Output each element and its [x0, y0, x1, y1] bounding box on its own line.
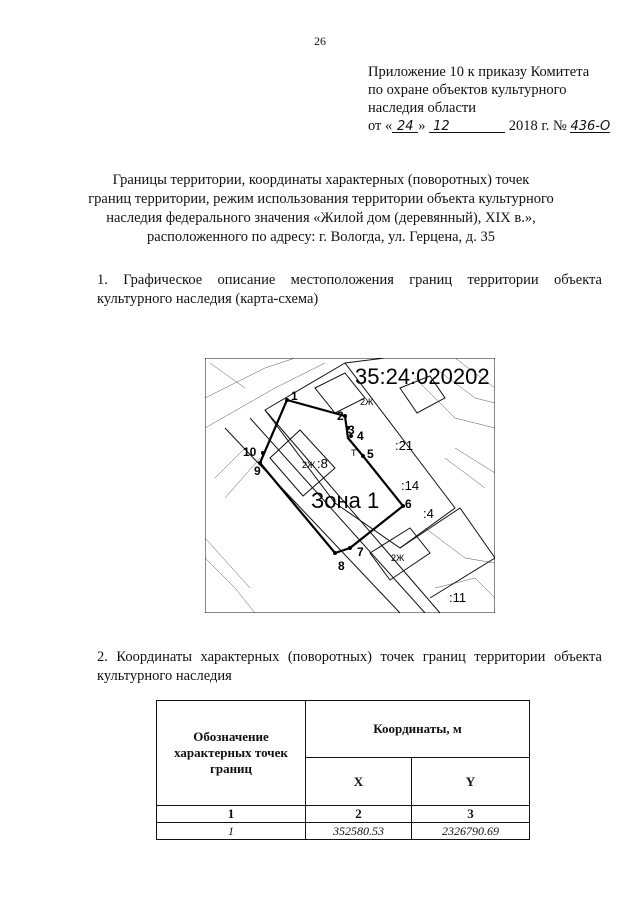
building-label-3: 2Ж: [360, 397, 374, 407]
section-1-heading: 1. Графическое описание местоположения границ территории объекта культурного наследия (карта-схема): [97, 272, 602, 307]
year-text: 2018 г. №: [508, 118, 567, 134]
header-x: X: [306, 758, 412, 806]
point-label-3: 3: [348, 423, 355, 437]
header-designation: Обозначение характерных точек границ: [157, 701, 306, 806]
point-label-1: 1: [291, 389, 298, 403]
parcel-label-11: :11: [449, 590, 467, 605]
boundary-point-10: [261, 451, 265, 455]
appendix-line-2: по охране объектов культурного: [368, 82, 567, 98]
title-line-4: расположенного по адресу: г. Вологда, ул. Герцена, д. 35: [147, 229, 495, 245]
section-2-heading: 2. Координаты характерных (поворотных) точек границ территории объекта культурного наследия: [97, 649, 602, 684]
document-title: [80, 171, 562, 247]
column-number-1: 1: [157, 806, 306, 823]
point-label-8: 8: [338, 559, 345, 573]
point-label-5: 5: [367, 447, 374, 461]
month-handwritten: 12: [429, 118, 505, 133]
parcel-label-21: :21: [395, 438, 414, 453]
coordinates-table: [156, 700, 530, 840]
appendix-header: [368, 63, 628, 135]
header-y: Y: [411, 758, 529, 806]
boundary-point-5: [361, 454, 365, 458]
appendix-line-3: наследия области: [368, 100, 477, 116]
cadastral-block-number: 35:24:020202: [355, 364, 490, 389]
point-label-7: 7: [357, 545, 364, 559]
boundary-point-7: [348, 546, 352, 550]
title-line-2: границ территории, режим использования территории объекта культурного: [88, 191, 554, 207]
zone-label: Зона 1: [311, 488, 380, 513]
parcel-label-14: :14: [401, 478, 420, 493]
point-label-9: 9: [254, 464, 261, 478]
title-line-1: Границы территории, координаты характерных (поворотных) точек: [112, 172, 530, 188]
parcel-label-8: :8: [317, 456, 328, 471]
appendix-date-line: [368, 117, 628, 135]
cell-point: 1: [157, 823, 306, 840]
map-frame: [205, 358, 495, 613]
appendix-line-1: Приложение 10 к приказу Комитета: [368, 64, 590, 80]
building-label-1: 2Ж: [302, 460, 316, 470]
point-label-2: 2: [337, 409, 344, 423]
page-number: 26: [314, 34, 326, 48]
point-label-6: 6: [405, 497, 412, 511]
column-number-2: 2: [306, 806, 412, 823]
column-number-3: 3: [411, 806, 529, 823]
cell-y: 2326790.69: [411, 823, 529, 840]
boundary-point-8: [333, 551, 337, 555]
header-coordinates: Координаты, м: [306, 701, 530, 758]
day-handwritten: 24: [392, 118, 418, 133]
building-label-4: Т: [351, 448, 357, 458]
point-label-10: 10: [243, 445, 257, 459]
from-label: от «: [368, 118, 393, 134]
building-label-2: 2Ж: [391, 553, 405, 563]
cell-x: 352580.53: [306, 823, 412, 840]
cadastral-map: [205, 358, 495, 613]
parcel-label-4: :4: [423, 506, 434, 521]
quote-close: »: [418, 118, 426, 134]
title-line-3: наследия федерального значения «Жилой дом (деревянный), XIX в.»,: [106, 210, 536, 226]
boundary-point-1: [285, 398, 289, 402]
table-row: [157, 823, 530, 840]
order-number-handwritten: 436-О: [570, 119, 611, 134]
point-label-4: 4: [357, 429, 364, 443]
